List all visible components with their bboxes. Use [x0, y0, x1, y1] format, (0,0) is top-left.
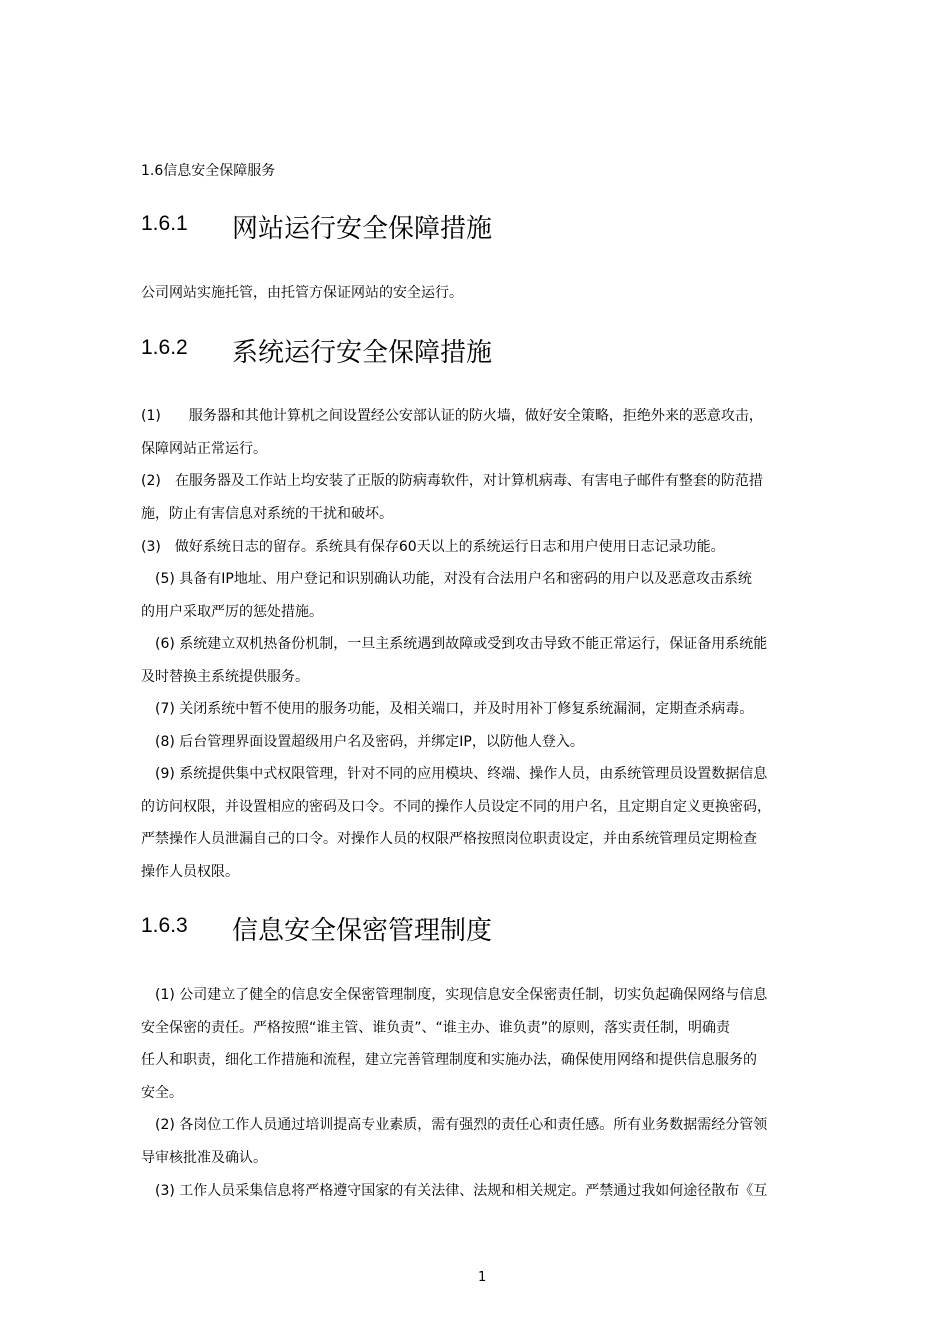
section-label: 1.6信息安全保障服务: [141, 163, 276, 179]
list-line: (3) 工作人员采集信息将严格遵守国家的有关法律、法规和相关规定。严禁通过我如何途径散布《互: [141, 1183, 768, 1199]
list-line: (5) 具备有IP地址、用户登记和识别确认功能，对没有合法用户名和密码的用户以及恶意攻击系统: [141, 571, 752, 587]
heading-title: 信息安全保密管理制度: [232, 915, 493, 945]
heading-number: 1.6.2: [141, 336, 188, 359]
heading-1-6-2: [0, 332, 950, 372]
list-line: (9) 系统提供集中式权限管理，针对不同的应用模块、终端、操作人员，由系统管理员设置数据信息: [141, 766, 768, 782]
heading-1-6-1: [0, 208, 950, 248]
list-line: (6) 系统建立双机热备份机制，一旦主系统遇到故障或受到攻击导致不能正常运行，保证备用系统能: [141, 636, 768, 652]
list-line: 的用户采取严厉的惩处措施。: [141, 604, 323, 620]
heading-title: 网站运行安全保障措施: [232, 213, 493, 243]
heading-title: 系统运行安全保障措施: [232, 337, 493, 367]
list-line: 操作人员权限。: [141, 864, 239, 880]
list-line: (7) 关闭系统中暂不使用的服务功能，及相关端口，并及时用补丁修复系统漏洞，定期查杀病毒。: [141, 701, 754, 717]
list-line: 安全。: [141, 1085, 183, 1101]
list-line: 导审核批准及确认。: [141, 1150, 267, 1166]
heading-number: 1.6.3: [141, 914, 188, 937]
list-line: 严禁操作人员泄漏自己的口令。对操作人员的权限严格按照岗位职责设定，并由系统管理员定期检查: [141, 831, 757, 847]
list-line: (2) 各岗位工作人员通过培训提高专业素质，需有强烈的责任心和责任感。所有业务数据需经分管领: [141, 1117, 768, 1133]
heading-1-6-3: [0, 910, 950, 950]
list-line: 安全保密的责任。严格按照“谁主管、谁负责”、“谁主办、谁负责”的原则，落实责任制，明确责: [141, 1020, 731, 1036]
heading-number: 1.6.1: [141, 212, 188, 235]
list-line: (1) 公司建立了健全的信息安全保密管理制度，实现信息安全保密责任制，切实负起确保网络与信息: [141, 987, 768, 1003]
page-number: 1: [478, 1270, 487, 1285]
intro-paragraph: 公司网站实施托管，由托管方保证网站的安全运行。: [141, 285, 463, 301]
list-line: 及时替换主系统提供服务。: [141, 669, 309, 685]
list-line: 保障网站正常运行。: [141, 441, 267, 457]
list-line: (8) 后台管理界面设置超级用户名及密码，并绑定IP，以防他人登入。: [141, 734, 584, 750]
list-line: 任人和职责，细化工作措施和流程，建立完善管理制度和实施办法，确保使用网络和提供信息服务的: [141, 1052, 757, 1068]
list-line: (3) 做好系统日志的留存。系统具有保存60天以上的系统运行日志和用户使用日志记录功能。: [141, 539, 725, 555]
list-line: 施，防止有害信息对系统的干扰和破坏。: [141, 506, 393, 522]
list-line: (1) 服务器和其他计算机之间设置经公安部认证的防火墙，做好安全策略，拒绝外来的恶意攻击，: [141, 408, 763, 424]
list-line: 的访问权限，并设置相应的密码及口令。不同的操作人员设定不同的用户名，且定期自定义更换密码，: [141, 799, 771, 815]
list-line: (2) 在服务器及工作站上均安装了正版的防病毒软件，对计算机病毒、有害电子邮件有整套的防范措: [141, 473, 763, 489]
